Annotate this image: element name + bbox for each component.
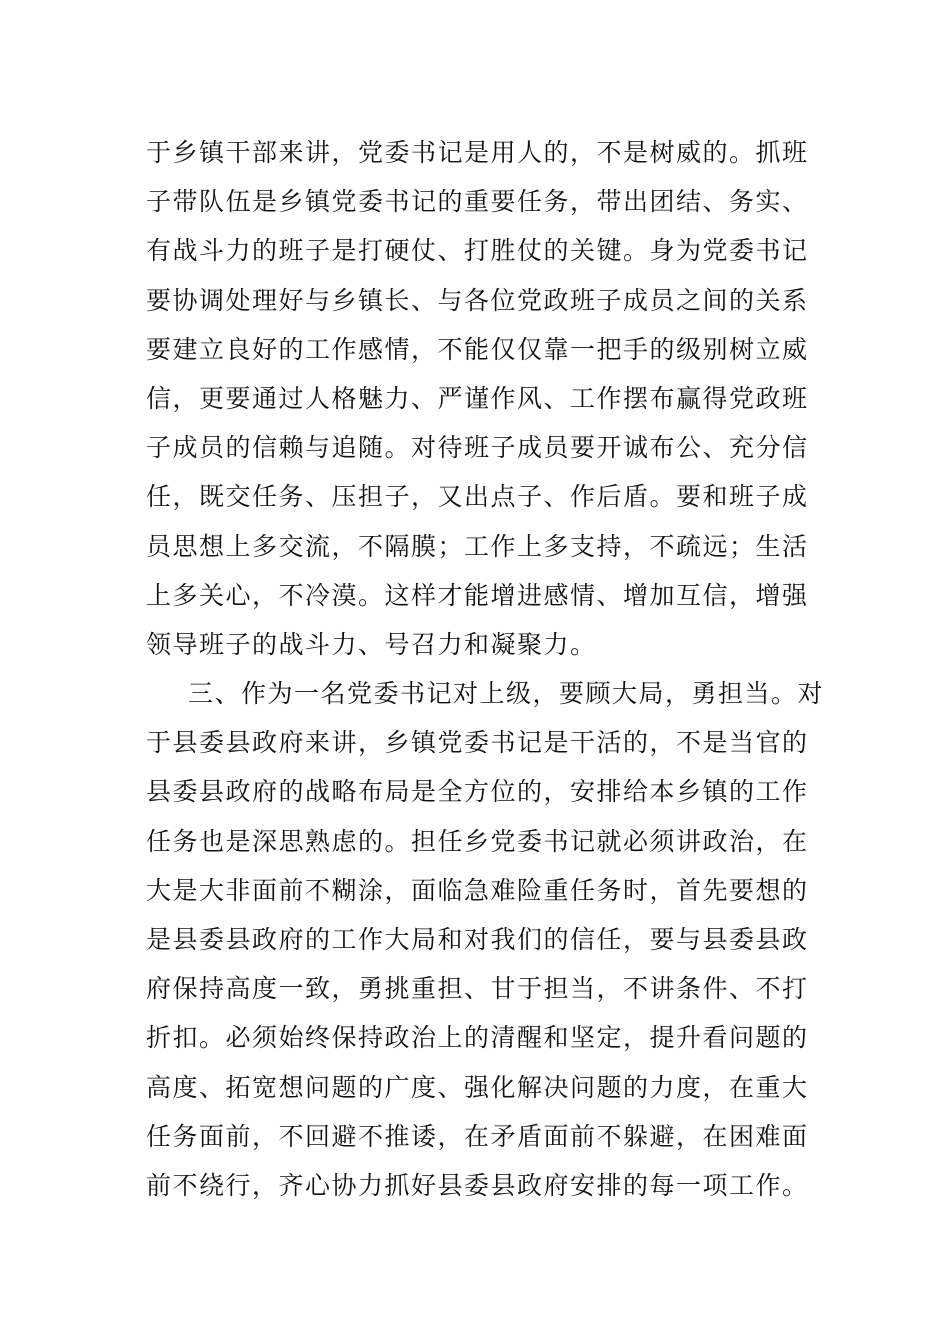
body-text [146, 128, 826, 1210]
text-line: 有战斗力的班子是打硬仗、打胜仗的关键。身为党委书记 [146, 236, 809, 266]
text-line: 子带队伍是乡镇党委书记的重要任务，带出团结、务实、 [146, 187, 809, 217]
text-line: 任务也是深思熟虑的。担任乡党委书记就必须讲政治，在 [146, 826, 809, 856]
text-line: 大是大非面前不糊涂，面临急难险重任务时，首先要想的 [146, 875, 809, 905]
text-line: 县委县政府的战略布局是全方位的，安排给本乡镇的工作 [146, 777, 809, 807]
text-line: 于乡镇干部来讲，党委书记是用人的，不是树威的。抓班 [146, 138, 809, 167]
text-line: 是县委县政府的工作大局和对我们的信任，要与县委县政 [146, 925, 809, 954]
text-line: 府保持高度一致，勇挑重担、甘于担当，不讲条件、不打 [146, 974, 809, 1004]
text-line: 于县委县政府来讲，乡镇党委书记是干活的，不是当官的 [146, 728, 809, 758]
text-line: 子成员的信赖与追随。对待班子成员要开诚布公、充分信 [146, 433, 809, 463]
text-line: 高度、拓宽想问题的广度、强化解决问题的力度，在重大 [146, 1072, 809, 1102]
text-line: 员思想上多交流，不隔膜；工作上多支持，不疏远；生活 [146, 531, 809, 561]
text-line: 折扣。必须始终保持政治上的清醒和坚定，提升看问题的 [146, 1023, 809, 1053]
text-line: 任务面前，不回避不推诿，在矛盾面前不躲避，在困难面 [146, 1121, 809, 1151]
text-line: 上多关心，不冷漠。这样才能增进感情、增加互信，增强 [146, 580, 809, 610]
text-line: 前不绕行，齐心协力抓好县委县政府安排的每一项工作。 [146, 1170, 809, 1200]
text-line: 要建立良好的工作感情，不能仅仅靠一把手的级别树立威 [146, 334, 809, 364]
paragraph-start-line: 三、作为一名党委书记对上级，要顾大局，勇担当。对 [188, 679, 825, 709]
text-line: 任，既交任务、压担子，又出点子、作后盾。要和班子成 [146, 482, 809, 512]
text-line: 信，更要通过人格魅力、严谨作风、工作摆布赢得党政班 [146, 383, 809, 413]
text-line: 要协调处理好与乡镇长、与各位党政班子成员之间的关系 [146, 285, 809, 315]
text-line: 领导班子的战斗力、号召力和凝聚力。 [146, 629, 597, 659]
